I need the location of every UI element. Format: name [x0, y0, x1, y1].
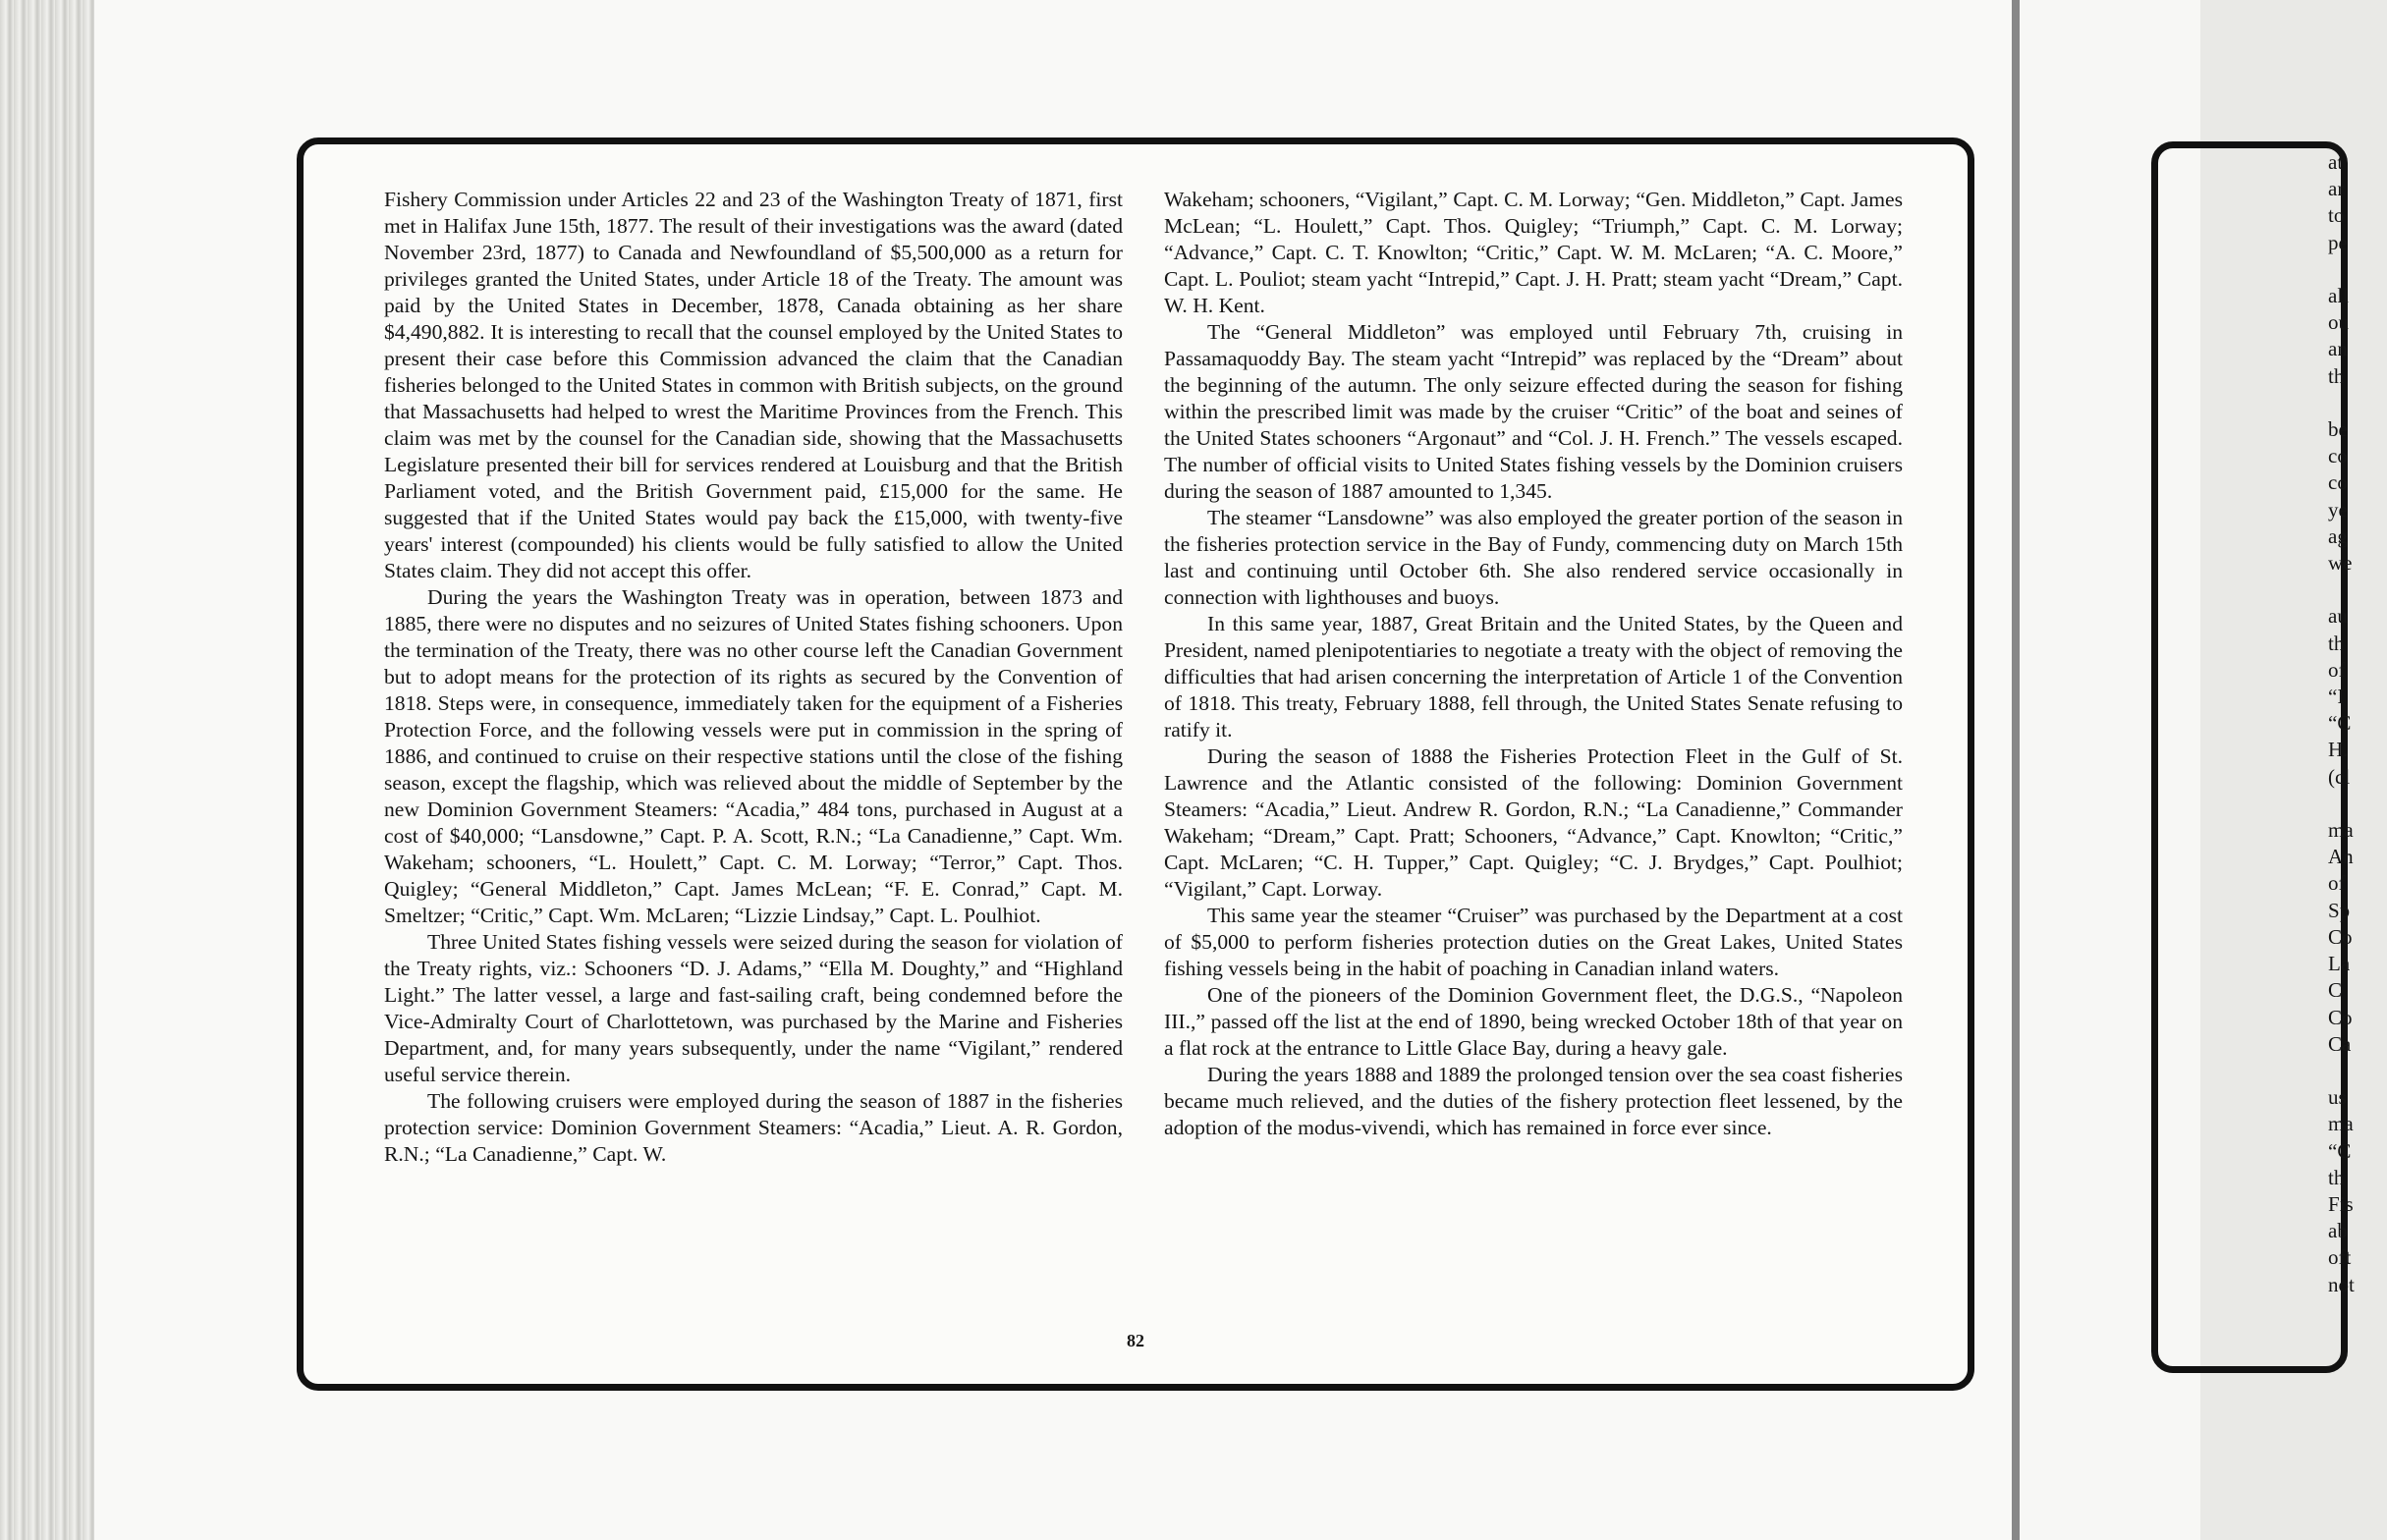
next-page-line-fragment: at	[2328, 150, 2344, 174]
next-page-line-fragment	[2328, 1058, 2387, 1084]
next-page-line-fragment: of	[2328, 657, 2346, 682]
next-page-line-fragment: An	[2328, 845, 2354, 869]
book-page	[94, 0, 2015, 1540]
paragraph: During the years 1888 and 1889 the prolonged tension over the sea coast fisheries became much relieved, and the duties of the fishery protection fleet lessened, by the adoption of the modus-vivendi, which has remained in force ever since.	[1164, 1063, 1903, 1139]
next-page-line-fragment: (cl	[2328, 764, 2351, 789]
next-page-line-fragment: co	[2328, 444, 2348, 468]
paragraph: The steamer “Lansdowne” was also employed the greater portion of the season in the fisheries protection service in the Bay of Fundy, commencing duty on March 15th last and continuing until October 6th. She also rendered service occasionally in connection with lighthouses and buoys.	[1164, 506, 1903, 609]
next-page-line-fragment	[2328, 390, 2387, 416]
next-page-line-fragment: ye	[2328, 497, 2348, 522]
next-page-line-fragment: ma	[2328, 818, 2354, 843]
paragraph: Three United States fishing vessels were seized during the season for violation of the Treaty rights, viz.: Schooners “D. J. Adams,” “Ella M. Doughty,” and “Highland Light.” The latter vessel, a large and fast-sailing craft, being condemned before the Vice-Admiralty Court of Charlottetown, was purchased by the Marine and Fisheries Department, and, for many years subsequently, under the name “Vigilant,” rendered useful service therein.	[384, 930, 1123, 1086]
next-page-line-fragment: Sp	[2328, 898, 2351, 922]
next-page-line-fragment: to	[2328, 203, 2345, 228]
next-page-line-fragment: Fis	[2328, 1191, 2354, 1216]
next-page-line-fragment: “C	[2328, 711, 2352, 736]
next-page-line-fragment: of	[2328, 871, 2346, 896]
next-page-line-fragment	[2328, 577, 2387, 603]
paragraph: During the season of 1888 the Fisheries Protection Fleet in the Gulf of St. Lawrence and the Atlantic consisted of the following: Dominion Government Steamers: “Acadia,” Lieut. Andrew R. Gordon, R.N.; “La Canadienne,” Commander Wakeham; “Dream,” Capt. Pratt; Schooners, “Advance,” Capt. Knowlton; “Critic,” Capt. McLaren; “C. H. Tupper,” Capt. Quigley; “C. J. Brydges,” Capt. Poulhiot; “Vigilant,” Capt. Lorway.	[1164, 744, 1903, 901]
paragraph: The following cruisers were employed during the season of 1887 in the fisheries protection service: Dominion Government Steamers: “Acadia,” Lieut. A. R. Gordon, R.N.; “La Canadienne,” Capt. W.	[384, 1089, 1123, 1166]
paragraph: Wakeham; schooners, “Vigilant,” Capt. C. M. Lorway; “Gen. Middleton,” Capt. James McLean; “L. Houlett,” Capt. Thos. Quigley; “Triumph,” Capt. C. M. Lorway; “Advance,” Capt. C. T. Knowlton; “Critic,” Capt. W. M. McLaren; “A. C. Moore,” Capt. L. Pouliot; steam yacht “Intrepid,” Capt. J. H. Pratt; steam yacht “Dream,” Capt. W. H. Kent.	[1164, 188, 1903, 317]
next-page-line-fragment: ou	[2328, 310, 2349, 335]
next-page-line-fragment: we	[2328, 551, 2353, 576]
next-page-line-fragment: not	[2328, 1272, 2355, 1296]
next-page-line-fragment: “C	[2328, 1138, 2352, 1163]
paragraph: Fishery Commission under Articles 22 and 23 of the Washington Treaty of 1871, first met in Halifax June 15th, 1877. The result of their investigations was the award (dated November 23rd, 1877) to Canada and Newfoundland of $5,500,000 as a return for privileges granted the United States, under Article 18 of the Treaty. The amount was paid by the United States in December, 1878, Canada obtaining as her share $4,490,882. It is interesting to recall that the counsel employed by the United States to present their case before this Commission advanced the claim that the Canadian fisheries belonged to the United States in common with British subjects, on the ground that Massachusetts had helped to wrest the Maritime Provinces from the French. This claim was met by the counsel for the Canadian side, showing that the Massachusetts Legislature presented their bill for services rendered at Louisburg and that the British Parliament voted, and the British Government paid, £15,000 for the same. He suggested that if the United States would pay back the £15,000, with twenty-five years' interest (compounded) his clients would be fully satisfied to allow the United States claim. They did not accept this offer.	[384, 188, 1123, 582]
next-page-line-fragment: an	[2328, 337, 2348, 361]
next-page-line-fragment: C	[2328, 978, 2343, 1003]
next-page-line-fragment: Co	[2328, 924, 2353, 949]
page-number: 82	[1127, 1331, 1144, 1350]
next-page-line-fragment: H.	[2328, 738, 2349, 762]
next-page-text-fragments	[2328, 149, 2387, 1298]
next-page-line-fragment: th	[2328, 1165, 2345, 1189]
left-text-column	[384, 187, 1123, 1168]
next-page-line-fragment	[2328, 791, 2387, 817]
next-page-line-fragment: th	[2328, 363, 2345, 388]
next-page-line-fragment: ab	[2328, 1219, 2348, 1243]
next-page-line-fragment: pe	[2328, 230, 2348, 254]
next-page-line-fragment: be	[2328, 417, 2348, 442]
next-page-border-frame	[2151, 141, 2355, 1373]
next-page-line-fragment	[2328, 256, 2387, 283]
right-text-column	[1164, 187, 1903, 1141]
next-page-line-fragment: all	[2328, 284, 2349, 308]
page-border-frame	[297, 138, 1974, 1391]
next-page-line-fragment: au	[2328, 604, 2348, 629]
next-page-line-fragment: us	[2328, 1085, 2347, 1110]
book-gutter	[2012, 0, 2020, 1540]
next-page-line-fragment: La	[2328, 952, 2351, 976]
next-page-line-fragment: oft	[2328, 1245, 2352, 1270]
next-page-line-fragment: ma	[2328, 1112, 2354, 1136]
paragraph: The “General Middleton” was employed until February 7th, cruising in Passamaquoddy Bay. The steam yacht “Intrepid” was replaced by the “Dream” about the beginning of the autumn. The only seizure effected during the season for fishing within the prescribed limit was made by the cruiser “Critic” of the boat and seines of the United States schooners “Argonaut” and “Col. J. H. French.” The vessels escaped. The number of official visits to United States fishing vessels by the Dominion cruisers during the season of 1887 amounted to 1,345.	[1164, 320, 1903, 503]
book-page-edges	[0, 0, 94, 1540]
next-page-line-fragment: Co	[2328, 1005, 2353, 1029]
paragraph: One of the pioneers of the Dominion Government fleet, the D.G.S., “Napoleon III.,” passed off the list at the end of 1890, being wrecked October 18th of that year on a flat rock at the entrance to Little Glace Bay, during a heavy gale.	[1164, 983, 1903, 1060]
next-page-line-fragment: co	[2328, 470, 2348, 495]
next-page-line-fragment: th	[2328, 631, 2345, 655]
next-page-line-fragment: ar	[2328, 177, 2345, 201]
next-page-sliver	[2020, 0, 2355, 1540]
paragraph: During the years the Washington Treaty was in operation, between 1873 and 1885, there were no disputes and no seizures of United States fishing schooners. Upon the termination of the Treaty, there was no other course left the Canadian Government but to adopt means for the protection of its rights as secured by the Convention of 1818. Steps were, in consequence, immediately taken for the equipment of a Fisheries Protection Force, and the following vessels were put in commission in the spring of 1886, and continued to cruise on their respective stations until the close of the fishing season, except the flagship, which was relieved about the middle of September by the new Dominion Government Steamers: “Acadia,” 484 tons, purchased in August at a cost of $40,000; “Lansdowne,” Capt. P. A. Scott, R.N.; “La Canadienne,” Capt. Wm. Wakeham; schooners, “L. Houlett,” Capt. C. M. Lorway; “Terror,” Capt. Thos. Quigley; “General Middleton,” Capt. James McLean; “F. E. Conrad,” Capt. M. Smeltzer; “Critic,” Capt. Wm. McLaren; “Lizzie Lindsay,” Capt. L. Poulhiot.	[384, 585, 1123, 927]
next-page-line-fragment: Ca	[2328, 1031, 2352, 1056]
paragraph: This same year the steamer “Cruiser” was purchased by the Department at a cost of $5,000 to perform fisheries protection duties on the Great Lakes, United States fishing vessels being in the habit of poaching in Canadian inland waters.	[1164, 904, 1903, 980]
next-page-line-fragment: “I	[2328, 685, 2345, 709]
paragraph: In this same year, 1887, Great Britain and the United States, by the Queen and President, named plenipotentiaries to negotiate a treaty with the object of removing the difficulties that had arisen concerning the interpretation of Article 1 of the Convention of 1818. This treaty, February 1888, fell through, the United States Senate refusing to ratify it.	[1164, 612, 1903, 742]
next-page-line-fragment: ag	[2328, 523, 2348, 548]
